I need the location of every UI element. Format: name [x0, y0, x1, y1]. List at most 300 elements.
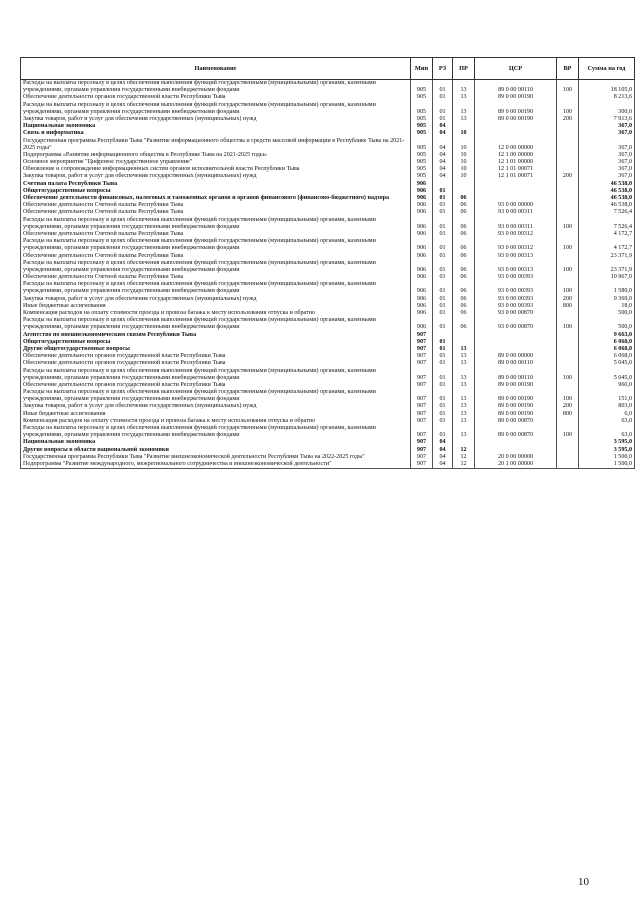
cell-pr: 10	[453, 152, 475, 159]
cell-min: 907	[411, 368, 433, 382]
cell-csr: 93 0 00 00870	[475, 317, 557, 331]
cell-rz: 01	[433, 195, 453, 202]
cell-pr: 13	[453, 94, 475, 101]
cell-csr: 12 0 00 00000	[475, 138, 557, 152]
cell-csr: 93 0 00 00311	[475, 217, 557, 231]
cell-name: Обеспечение деятельности органов государственной власти Республики Тыва	[21, 382, 411, 389]
cell-sum: 300,0	[579, 102, 635, 116]
cell-min: 906	[411, 317, 433, 331]
cell-csr: 89 0 00 00190	[475, 411, 557, 418]
cell-sum: 367,0	[579, 152, 635, 159]
cell-rz: 04	[433, 159, 453, 166]
cell-csr	[475, 123, 557, 130]
table-row	[21, 439, 635, 446]
cell-csr: 20 0 00 00000	[475, 454, 557, 461]
table-row	[21, 368, 635, 382]
cell-csr	[475, 346, 557, 353]
cell-vr	[557, 188, 579, 195]
cell-rz: 04	[433, 173, 453, 180]
cell-vr	[557, 310, 579, 317]
cell-rz: 01	[433, 418, 453, 425]
cell-name: Обеспечение деятельности органов государственной власти Республики Тыва	[21, 353, 411, 360]
cell-rz: 01	[433, 353, 453, 360]
table-row	[21, 332, 635, 339]
cell-min: 905	[411, 173, 433, 180]
cell-rz: 04	[433, 123, 453, 130]
table-row	[21, 123, 635, 130]
cell-name: Обеспечение деятельности органов государственной власти Республики Тыва	[21, 360, 411, 367]
cell-pr: 12	[453, 461, 475, 469]
cell-pr: 12	[453, 454, 475, 461]
cell-name: Расходы на выплаты персоналу в целях обеспечения выполнения функций государственными (муниципальными) органами, казенными учреждениями, органами управления государственными внебюджетными фондами	[21, 80, 411, 95]
table-row	[21, 80, 635, 95]
cell-pr: 13	[453, 382, 475, 389]
cell-csr: 93 0 00 00312	[475, 238, 557, 252]
cell-min: 906	[411, 303, 433, 310]
cell-pr: 10	[453, 159, 475, 166]
cell-rz: 01	[433, 360, 453, 367]
cell-pr	[453, 188, 475, 195]
cell-min: 905	[411, 138, 433, 152]
table-row	[21, 339, 635, 346]
cell-rz: 04	[433, 454, 453, 461]
cell-vr	[557, 346, 579, 353]
col-header-vr: ВР	[557, 58, 579, 80]
cell-rz: 01	[433, 188, 453, 195]
cell-name: Обеспечение деятельности финансовых, налоговых и таможенных органов и органов финансового (финансово-бюджетного) надзора	[21, 195, 411, 202]
cell-pr: 13	[453, 102, 475, 116]
cell-name: Компенсация расходов на оплату стоимости проезда и провоза багажа к месту использования отпуска и обратно	[21, 310, 411, 317]
cell-vr: 100	[557, 368, 579, 382]
cell-min: 907	[411, 403, 433, 410]
cell-sum: 5 045,0	[579, 368, 635, 382]
cell-name: Расходы на выплаты персоналу в целях обеспечения выполнения функций государственными (муниципальными) органами, казенными учреждениями, органами управления государственными внебюджетными фондами	[21, 317, 411, 331]
cell-vr: 100	[557, 317, 579, 331]
cell-rz: 01	[433, 260, 453, 274]
cell-name: Другие вопросы в области национальной экономики	[21, 447, 411, 454]
table-row	[21, 281, 635, 295]
cell-rz: 01	[433, 296, 453, 303]
cell-csr: 93 0 00 00393	[475, 274, 557, 281]
cell-csr: 93 0 00 00313	[475, 253, 557, 260]
col-header-csr: ЦСР	[475, 58, 557, 80]
cell-rz: 01	[433, 217, 453, 231]
cell-pr: 13	[453, 353, 475, 360]
cell-name: Иные бюджетные ассигнования	[21, 303, 411, 310]
cell-pr: 13	[453, 425, 475, 439]
cell-vr	[557, 231, 579, 238]
cell-vr	[557, 130, 579, 137]
cell-name: Закупка товаров, работ и услуг для обеспечения государственных (муниципальных) нужд	[21, 403, 411, 410]
cell-rz: 01	[433, 116, 453, 123]
cell-min: 905	[411, 159, 433, 166]
cell-min: 907	[411, 389, 433, 403]
cell-min: 905	[411, 130, 433, 137]
cell-sum: 151,0	[579, 389, 635, 403]
cell-rz: 01	[433, 80, 453, 95]
cell-sum: 8 213,6	[579, 94, 635, 101]
table-row	[21, 411, 635, 418]
cell-rz: 04	[433, 130, 453, 137]
table-row	[21, 94, 635, 101]
cell-name: Подпрограмма "Развитие международного, межрегионального сотрудничества и внешнеэкономической деятельности"	[21, 461, 411, 469]
cell-csr: 12 1 01 00071	[475, 166, 557, 173]
cell-min: 905	[411, 116, 433, 123]
cell-vr	[557, 461, 579, 469]
cell-min: 906	[411, 188, 433, 195]
cell-name: Обеспечение деятельности Счетной палаты Республики Тыва	[21, 231, 411, 238]
cell-pr: 10	[453, 138, 475, 152]
table-row	[21, 382, 635, 389]
cell-vr	[557, 353, 579, 360]
table-row	[21, 260, 635, 274]
cell-csr: 89 0 00 00190	[475, 94, 557, 101]
cell-vr	[557, 195, 579, 202]
cell-vr	[557, 360, 579, 367]
cell-vr: 100	[557, 102, 579, 116]
cell-name: Закупка товаров, работ и услуг для обеспечения государственных (муниципальных) нужд	[21, 116, 411, 123]
cell-min: 906	[411, 253, 433, 260]
cell-csr: 89 0 00 00110	[475, 80, 557, 95]
cell-sum: 9 663,0	[579, 332, 635, 339]
cell-pr: 13	[453, 368, 475, 382]
cell-csr: 89 0 00 00110	[475, 368, 557, 382]
cell-name: Государственная программа Республики Тыва "Развитие внешнеэкономической деятельности Республики Тыва на 2022-2025 годы"	[21, 454, 411, 461]
cell-vr	[557, 439, 579, 446]
table-row	[21, 173, 635, 180]
cell-sum: 960,0	[579, 382, 635, 389]
table-row	[21, 296, 635, 303]
cell-sum: 7 526,4	[579, 209, 635, 216]
cell-sum: 46 538,0	[579, 195, 635, 202]
table-row	[21, 403, 635, 410]
table-row	[21, 454, 635, 461]
cell-min: 907	[411, 353, 433, 360]
cell-sum: 367,0	[579, 130, 635, 137]
cell-vr	[557, 454, 579, 461]
table-row	[21, 138, 635, 152]
table-row	[21, 303, 635, 310]
cell-pr: 06	[453, 202, 475, 209]
cell-sum: 7 526,4	[579, 217, 635, 231]
cell-name: Связь и информатика	[21, 130, 411, 137]
cell-pr	[453, 332, 475, 339]
cell-rz: 01	[433, 303, 453, 310]
cell-vr: 100	[557, 217, 579, 231]
cell-name: Общегосударственные вопросы	[21, 339, 411, 346]
cell-csr	[475, 332, 557, 339]
cell-vr	[557, 94, 579, 101]
cell-name: Агентство по внешнеэкономическим связям Республики Тыва	[21, 332, 411, 339]
cell-vr	[557, 202, 579, 209]
cell-sum: 3 595,0	[579, 439, 635, 446]
cell-csr: 93 0 00 00000	[475, 202, 557, 209]
cell-vr	[557, 332, 579, 339]
cell-sum: 18 105,0	[579, 80, 635, 95]
cell-csr: 93 0 00 00870	[475, 310, 557, 317]
cell-vr	[557, 166, 579, 173]
cell-name: Закупка товаров, работ и услуг для обеспечения государственных (муниципальных) нужд	[21, 296, 411, 303]
cell-pr: 06	[453, 317, 475, 331]
cell-vr: 100	[557, 80, 579, 95]
cell-pr: 06	[453, 303, 475, 310]
cell-name: Расходы на выплаты персоналу в целях обеспечения выполнения функций государственными (муниципальными) органами, казенными учреждениями, органами управления государственными внебюджетными фондами	[21, 238, 411, 252]
table-row	[21, 418, 635, 425]
cell-pr: 06	[453, 209, 475, 216]
cell-sum: 46 538,0	[579, 188, 635, 195]
table-row	[21, 152, 635, 159]
cell-rz: 01	[433, 102, 453, 116]
table-row	[21, 425, 635, 439]
cell-csr	[475, 181, 557, 188]
cell-name: Счетная палата Республики Тыва	[21, 181, 411, 188]
cell-rz: 01	[433, 202, 453, 209]
cell-name: Расходы на выплаты персоналу в целях обеспечения выполнения функций государственными (муниципальными) органами, казенными учреждениями, органами управления государственными внебюджетными фондами	[21, 389, 411, 403]
cell-name: Обновление и сопровождение информационных систем органов исполнительной власти Республики Тыва	[21, 166, 411, 173]
cell-name: Обеспечение деятельности органов государственной власти Республики Тыва	[21, 94, 411, 101]
cell-pr: 10	[453, 173, 475, 180]
cell-vr	[557, 339, 579, 346]
table-row	[21, 253, 635, 260]
cell-name: Расходы на выплаты персоналу в целях обеспечения выполнения функций государственными (муниципальными) органами, казенными учреждениями, органами управления государственными внебюджетными фондами	[21, 281, 411, 295]
cell-rz	[433, 332, 453, 339]
cell-sum: 4 172,7	[579, 231, 635, 238]
cell-min: 907	[411, 411, 433, 418]
cell-pr: 06	[453, 217, 475, 231]
cell-name: Закупка товаров, работ и услуг для обеспечения государственных (муниципальных) нужд	[21, 173, 411, 180]
cell-rz: 01	[433, 253, 453, 260]
cell-name: Расходы на выплаты персоналу в целях обеспечения выполнения функций государственными (муниципальными) органами, казенными учреждениями, органами управления государственными внебюджетными фондами	[21, 260, 411, 274]
table-row	[21, 102, 635, 116]
cell-min: 905	[411, 166, 433, 173]
cell-csr: 89 0 00 00000	[475, 353, 557, 360]
cell-name: Иные бюджетные ассигнования	[21, 411, 411, 418]
table-row	[21, 389, 635, 403]
cell-min: 907	[411, 447, 433, 454]
cell-vr: 100	[557, 281, 579, 295]
cell-min: 906	[411, 195, 433, 202]
cell-sum: 367,0	[579, 123, 635, 130]
cell-csr: 93 0 00 00393	[475, 303, 557, 310]
cell-sum: 46 538,0	[579, 181, 635, 188]
cell-sum: 5 045,0	[579, 360, 635, 367]
cell-pr: 06	[453, 253, 475, 260]
cell-csr: 12 1 00 00000	[475, 152, 557, 159]
cell-sum: 46 538,0	[579, 202, 635, 209]
cell-csr	[475, 339, 557, 346]
budget-table	[20, 57, 635, 469]
cell-name: Основное мероприятие "Цифровое государственное управление"	[21, 159, 411, 166]
cell-min: 905	[411, 102, 433, 116]
cell-sum: 23 371,9	[579, 260, 635, 274]
cell-name: Национальная экономика	[21, 439, 411, 446]
cell-sum: 6 068,0	[579, 346, 635, 353]
cell-rz: 04	[433, 447, 453, 454]
cell-sum: 3 595,0	[579, 447, 635, 454]
cell-min: 906	[411, 181, 433, 188]
cell-name: Компенсация расходов на оплату стоимости проезда и провоза багажа к месту использования отпуска и обратно	[21, 418, 411, 425]
cell-sum: 6 068,0	[579, 353, 635, 360]
cell-min: 906	[411, 281, 433, 295]
cell-rz: 04	[433, 439, 453, 446]
cell-pr: 12	[453, 447, 475, 454]
cell-rz: 01	[433, 346, 453, 353]
table-row	[21, 447, 635, 454]
cell-vr	[557, 123, 579, 130]
cell-pr: 06	[453, 195, 475, 202]
cell-pr: 13	[453, 389, 475, 403]
table-row	[21, 209, 635, 216]
cell-vr: 200	[557, 403, 579, 410]
cell-rz: 01	[433, 209, 453, 216]
cell-sum: 10 967,0	[579, 274, 635, 281]
cell-csr: 93 0 00 00393	[475, 296, 557, 303]
cell-min: 905	[411, 80, 433, 95]
cell-pr: 06	[453, 310, 475, 317]
cell-min: 907	[411, 332, 433, 339]
cell-name: Обеспечение деятельности Счетной палаты Республики Тыва	[21, 209, 411, 216]
cell-pr: 10	[453, 130, 475, 137]
cell-sum: 1 500,0	[579, 454, 635, 461]
cell-min: 906	[411, 217, 433, 231]
cell-rz: 01	[433, 425, 453, 439]
cell-vr: 200	[557, 173, 579, 180]
cell-name: Государственная программа Республики Тыва "Развитие информационного общества и средств массовой информации в Республике Тыва на 2021-2025 годы"	[21, 138, 411, 152]
page-number: 10	[578, 876, 589, 888]
cell-csr: 89 0 00 00870	[475, 418, 557, 425]
cell-min: 905	[411, 123, 433, 130]
cell-csr	[475, 130, 557, 137]
cell-pr: 06	[453, 260, 475, 274]
cell-vr	[557, 159, 579, 166]
cell-vr: 100	[557, 425, 579, 439]
cell-vr	[557, 152, 579, 159]
cell-pr	[453, 339, 475, 346]
cell-name: Расходы на выплаты персоналу в целях обеспечения выполнения функций государственными (муниципальными) органами, казенными учреждениями, органами управления государственными внебюджетными фондами	[21, 368, 411, 382]
cell-vr: 200	[557, 116, 579, 123]
cell-pr	[453, 181, 475, 188]
cell-min: 906	[411, 296, 433, 303]
cell-rz: 01	[433, 339, 453, 346]
table-row	[21, 217, 635, 231]
cell-sum: 63,0	[579, 425, 635, 439]
cell-name: Общегосударственные вопросы	[21, 188, 411, 195]
cell-vr: 800	[557, 303, 579, 310]
cell-csr: 89 0 00 00110	[475, 360, 557, 367]
cell-pr: 13	[453, 411, 475, 418]
cell-name: Расходы на выплаты персоналу в целях обеспечения выполнения функций государственными (муниципальными) органами, казенными учреждениями, органами управления государственными внебюджетными фондами	[21, 217, 411, 231]
cell-min: 906	[411, 310, 433, 317]
cell-min: 907	[411, 454, 433, 461]
cell-csr	[475, 447, 557, 454]
cell-sum: 367,0	[579, 138, 635, 152]
cell-min: 907	[411, 425, 433, 439]
col-header-min: Мин	[411, 58, 433, 80]
table-row	[21, 360, 635, 367]
cell-sum: 500,0	[579, 310, 635, 317]
cell-vr	[557, 418, 579, 425]
cell-min: 905	[411, 152, 433, 159]
cell-min: 906	[411, 231, 433, 238]
col-header-name: Наименование	[21, 58, 411, 80]
cell-min: 905	[411, 94, 433, 101]
cell-min: 907	[411, 382, 433, 389]
cell-rz: 04	[433, 461, 453, 469]
cell-csr	[475, 195, 557, 202]
col-header-pr: ПР	[453, 58, 475, 80]
cell-sum: 18,0	[579, 303, 635, 310]
cell-csr: 93 0 00 00313	[475, 260, 557, 274]
table-row	[21, 181, 635, 188]
cell-rz: 01	[433, 310, 453, 317]
cell-pr: 13	[453, 80, 475, 95]
cell-sum: 7 913,6	[579, 116, 635, 123]
cell-pr: 13	[453, 403, 475, 410]
cell-min: 906	[411, 202, 433, 209]
cell-vr	[557, 138, 579, 152]
table-row	[21, 116, 635, 123]
cell-name: Национальная экономика	[21, 123, 411, 130]
cell-sum: 367,0	[579, 173, 635, 180]
table-row	[21, 461, 635, 469]
cell-min: 906	[411, 274, 433, 281]
cell-rz: 04	[433, 152, 453, 159]
cell-sum: 803,0	[579, 403, 635, 410]
cell-csr: 93 0 00 00312	[475, 231, 557, 238]
cell-pr: 06	[453, 274, 475, 281]
cell-min: 906	[411, 238, 433, 252]
table-row	[21, 238, 635, 252]
cell-name: Обеспечение деятельности Счетной палаты Республики Тыва	[21, 274, 411, 281]
table-row	[21, 317, 635, 331]
cell-min: 907	[411, 439, 433, 446]
cell-sum: 6 068,0	[579, 339, 635, 346]
cell-vr	[557, 181, 579, 188]
cell-rz: 01	[433, 281, 453, 295]
cell-name: Расходы на выплаты персоналу в целях обеспечения выполнения функций государственными (муниципальными) органами, казенными учреждениями, органами управления государственными внебюджетными фондами	[21, 425, 411, 439]
cell-csr: 93 0 00 00393	[475, 281, 557, 295]
table-header-row	[21, 58, 635, 80]
cell-vr: 800	[557, 411, 579, 418]
cell-min: 907	[411, 418, 433, 425]
cell-sum: 63,0	[579, 418, 635, 425]
col-header-sum: Сумма на год	[579, 58, 635, 80]
cell-name: Обеспечение деятельности Счетной палаты Республики Тыва	[21, 202, 411, 209]
cell-rz: 01	[433, 411, 453, 418]
cell-csr: 89 0 00 00190	[475, 102, 557, 116]
cell-csr: 93 0 00 00311	[475, 209, 557, 216]
cell-sum: 1 580,0	[579, 281, 635, 295]
cell-rz: 01	[433, 274, 453, 281]
cell-name: Подпрограмма «Развитие информационного общества в Республике Тыва на 2021-2025 годы»	[21, 152, 411, 159]
cell-name: Другие общегосударственные вопросы	[21, 346, 411, 353]
table-body	[21, 80, 635, 469]
cell-csr: 89 0 00 00190	[475, 382, 557, 389]
cell-pr: 13	[453, 346, 475, 353]
cell-csr	[475, 439, 557, 446]
cell-pr	[453, 439, 475, 446]
cell-sum: 23 371,9	[579, 253, 635, 260]
cell-sum: 4 172,7	[579, 238, 635, 252]
cell-rz: 04	[433, 166, 453, 173]
cell-csr	[475, 188, 557, 195]
cell-rz: 01	[433, 238, 453, 252]
col-header-rz: РЗ	[433, 58, 453, 80]
cell-pr: 13	[453, 418, 475, 425]
cell-csr: 12 1 01 00071	[475, 173, 557, 180]
cell-vr: 100	[557, 260, 579, 274]
cell-rz: 01	[433, 389, 453, 403]
